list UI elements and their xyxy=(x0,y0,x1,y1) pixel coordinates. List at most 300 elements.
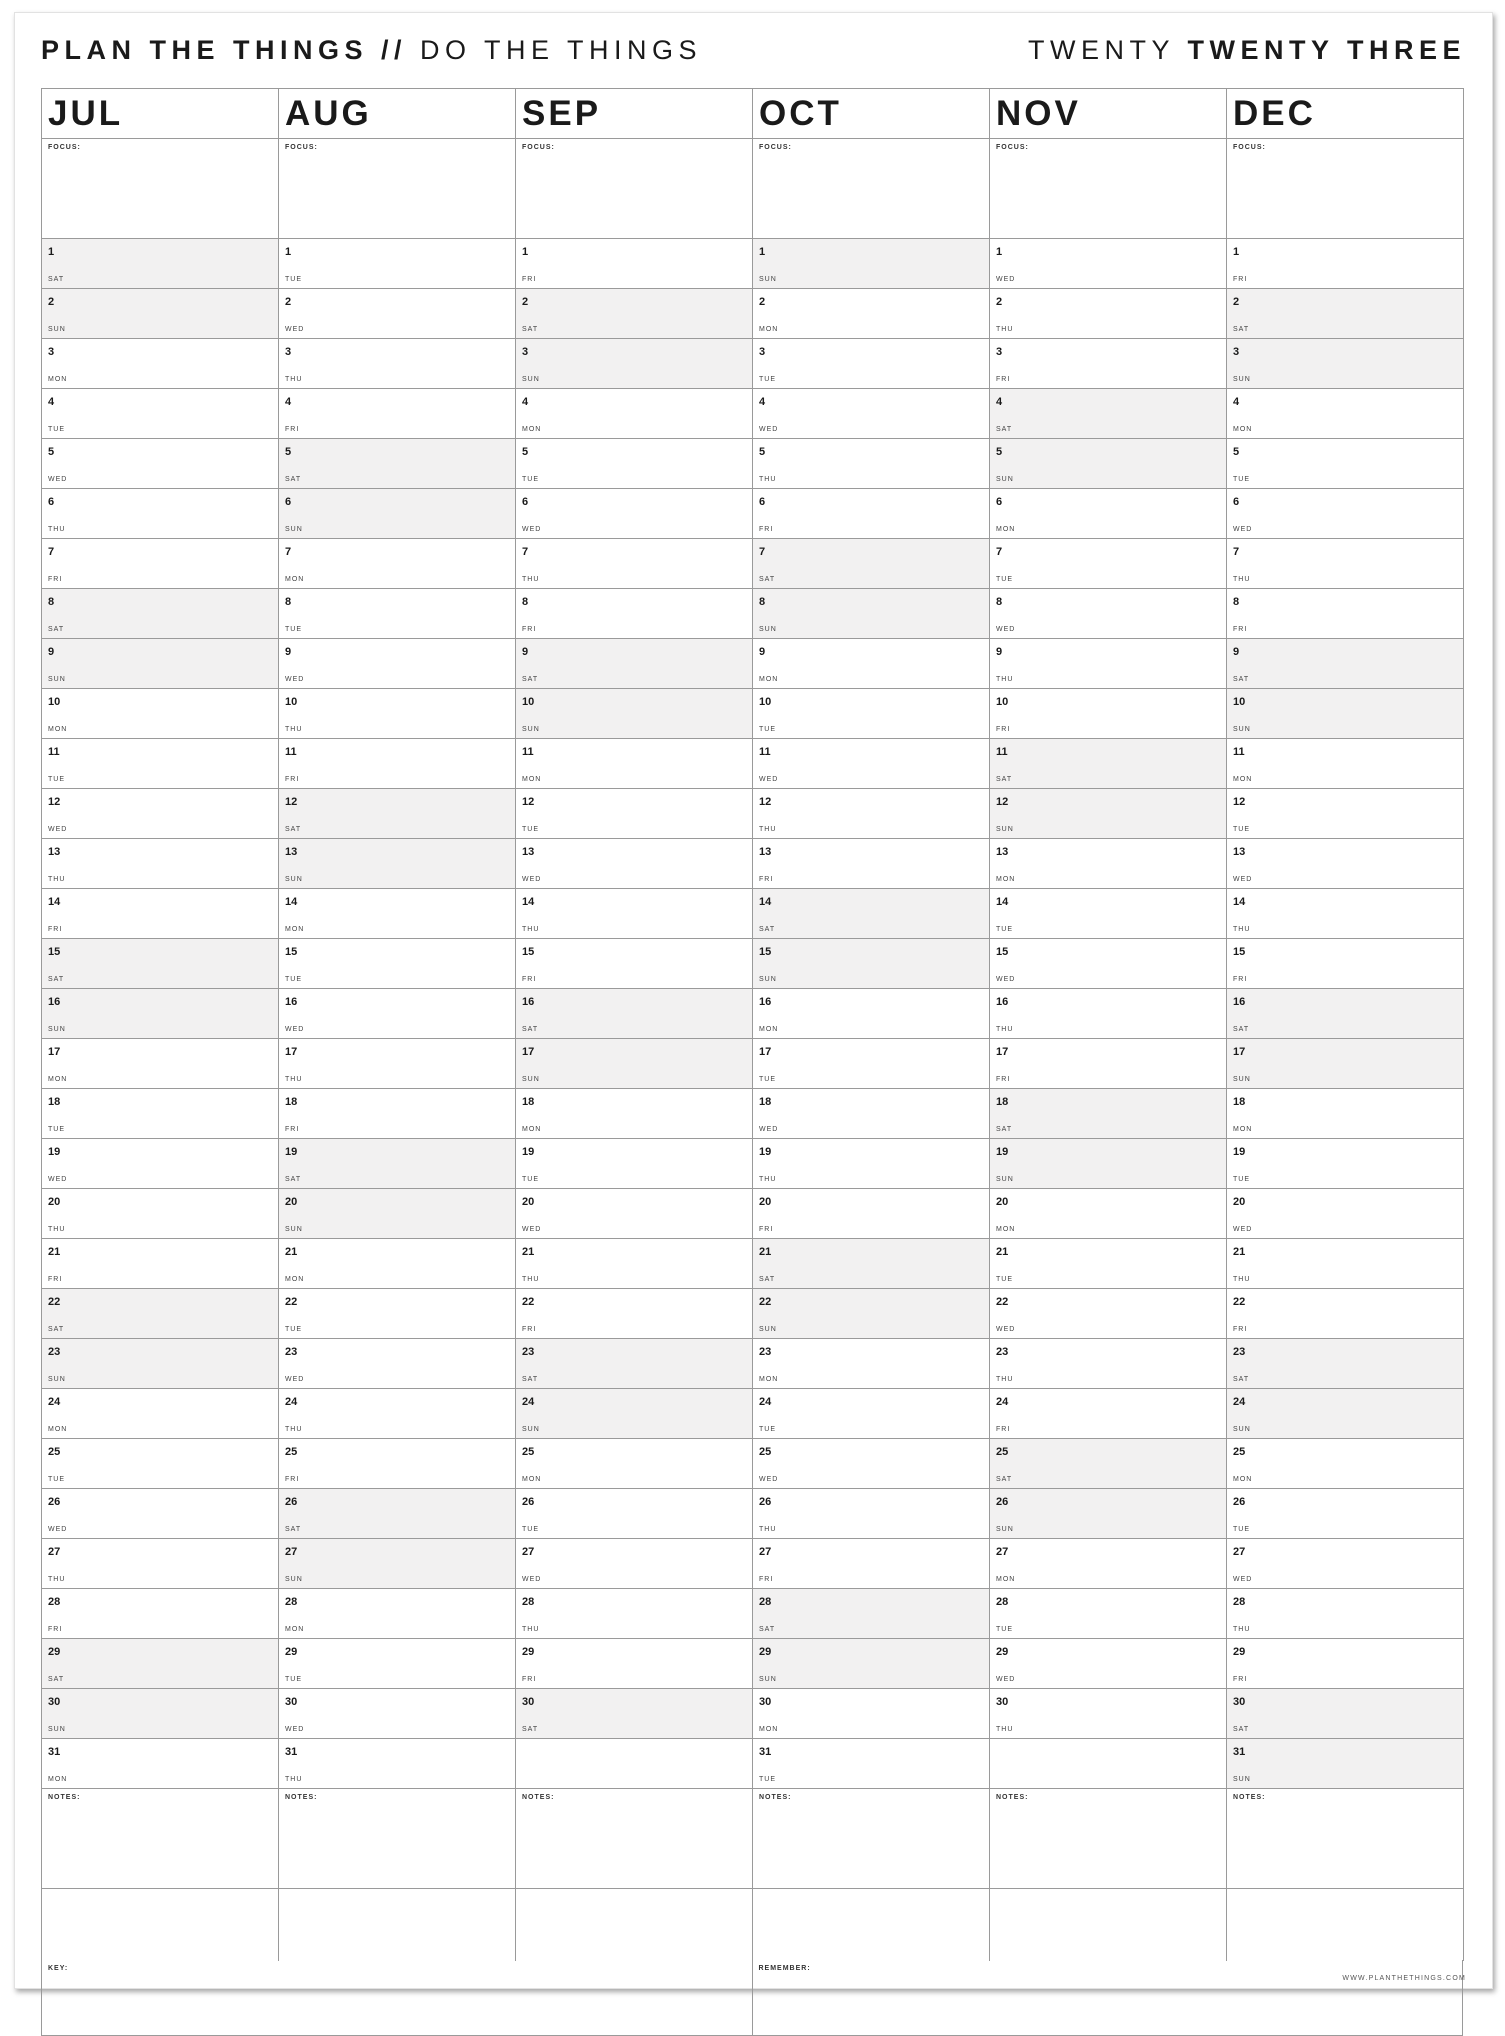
day-number: 5 xyxy=(285,446,292,458)
day-of-week: SAT xyxy=(1233,1726,1250,1733)
day-cell[interactable] xyxy=(516,1189,752,1239)
day-number: 21 xyxy=(996,1246,1009,1258)
day-cell[interactable] xyxy=(516,1089,752,1139)
day-cell[interactable] xyxy=(753,1039,989,1089)
day-cell[interactable] xyxy=(42,1389,278,1439)
day-cell[interactable] xyxy=(279,1339,515,1389)
day-cell[interactable] xyxy=(516,1339,752,1389)
day-of-week: TUE xyxy=(759,1076,776,1083)
day-number: 12 xyxy=(996,796,1009,808)
day-cell[interactable] xyxy=(990,1439,1226,1489)
day-cell[interactable] xyxy=(753,1139,989,1189)
day-cell[interactable] xyxy=(516,1639,752,1689)
day-cell[interactable] xyxy=(1227,1289,1463,1339)
day-number: 18 xyxy=(522,1096,535,1108)
day-cell[interactable] xyxy=(279,1639,515,1689)
day-number: 30 xyxy=(522,1696,535,1708)
notes-box[interactable] xyxy=(516,1789,752,1889)
day-cell[interactable] xyxy=(1227,1089,1463,1139)
day-cell[interactable] xyxy=(42,689,278,739)
month-column-sep xyxy=(516,89,753,1961)
focus-box[interactable] xyxy=(516,139,752,239)
day-number: 14 xyxy=(759,896,772,908)
day-cell[interactable] xyxy=(753,389,989,439)
day-cell[interactable] xyxy=(42,1539,278,1589)
day-cell[interactable] xyxy=(753,1689,989,1739)
day-cell[interactable] xyxy=(42,1489,278,1539)
day-number: 23 xyxy=(285,1346,298,1358)
day-cell[interactable] xyxy=(990,1289,1226,1339)
day-number: 28 xyxy=(522,1596,535,1608)
day-cell[interactable] xyxy=(753,1239,989,1289)
day-number: 20 xyxy=(285,1196,298,1208)
day-of-week: WED xyxy=(522,1576,542,1583)
day-cell[interactable] xyxy=(516,389,752,439)
day-number: 13 xyxy=(996,846,1009,858)
day-cell[interactable] xyxy=(516,339,752,389)
day-cell[interactable] xyxy=(990,1139,1226,1189)
day-number: 15 xyxy=(522,946,535,958)
day-cell[interactable] xyxy=(753,639,989,689)
day-of-week: SAT xyxy=(48,1326,65,1333)
day-cell[interactable] xyxy=(753,1739,989,1789)
day-of-week: SUN xyxy=(1233,726,1251,733)
day-cell[interactable] xyxy=(990,639,1226,689)
day-cell[interactable] xyxy=(42,1439,278,1489)
day-of-week: SAT xyxy=(48,1676,65,1683)
day-cell[interactable] xyxy=(279,1239,515,1289)
day-cell[interactable] xyxy=(990,1639,1226,1689)
notes-box[interactable] xyxy=(990,1789,1226,1889)
day-of-week: WED xyxy=(285,1376,305,1383)
day-cell[interactable] xyxy=(990,1039,1226,1089)
focus-box[interactable] xyxy=(753,139,989,239)
day-number: 5 xyxy=(1233,446,1240,458)
day-cell[interactable] xyxy=(516,539,752,589)
day-cell[interactable] xyxy=(990,739,1226,789)
day-cell[interactable] xyxy=(42,589,278,639)
day-cell[interactable] xyxy=(1227,1039,1463,1089)
day-cell[interactable] xyxy=(279,539,515,589)
day-cell[interactable] xyxy=(42,1339,278,1389)
day-number: 9 xyxy=(1233,646,1240,658)
day-of-week: WED xyxy=(285,676,305,683)
day-number: 2 xyxy=(285,296,292,308)
day-cell[interactable] xyxy=(279,989,515,1039)
day-cell[interactable] xyxy=(753,539,989,589)
day-cell[interactable] xyxy=(516,589,752,639)
day-of-week: FRI xyxy=(759,1226,774,1233)
day-of-week: WED xyxy=(48,1526,68,1533)
focus-box[interactable] xyxy=(279,139,515,239)
day-number: 25 xyxy=(1233,1446,1246,1458)
day-number: 27 xyxy=(48,1546,61,1558)
day-number: 5 xyxy=(522,446,529,458)
day-cell[interactable] xyxy=(42,789,278,839)
day-cell[interactable] xyxy=(990,1239,1226,1289)
notes-box[interactable] xyxy=(42,1789,278,1889)
day-cell[interactable] xyxy=(42,1089,278,1139)
day-of-week: THU xyxy=(996,1726,1014,1733)
notes-box[interactable] xyxy=(1227,1789,1463,1889)
day-cell[interactable] xyxy=(753,1439,989,1489)
day-cell[interactable] xyxy=(1227,289,1463,339)
day-number: 18 xyxy=(48,1096,61,1108)
day-cell[interactable] xyxy=(42,1689,278,1739)
day-cell[interactable] xyxy=(42,989,278,1039)
day-cell[interactable] xyxy=(1227,1439,1463,1489)
day-cell[interactable] xyxy=(990,339,1226,389)
day-cell[interactable] xyxy=(1227,789,1463,839)
day-cell[interactable] xyxy=(753,489,989,539)
day-cell[interactable] xyxy=(1227,1539,1463,1589)
day-cell[interactable] xyxy=(753,689,989,739)
day-cell[interactable] xyxy=(279,1739,515,1789)
day-of-week: WED xyxy=(285,1726,305,1733)
day-cell[interactable] xyxy=(516,1439,752,1489)
day-number: 11 xyxy=(522,746,534,758)
day-cell[interactable] xyxy=(990,1189,1226,1239)
day-of-week: FRI xyxy=(1233,976,1248,983)
day-cell[interactable] xyxy=(279,1439,515,1489)
day-cell[interactable] xyxy=(990,589,1226,639)
day-cell[interactable] xyxy=(990,1689,1226,1739)
day-cell[interactable] xyxy=(1227,939,1463,989)
day-number: 7 xyxy=(48,546,55,558)
day-cell[interactable] xyxy=(516,489,752,539)
day-cell[interactable] xyxy=(279,1539,515,1589)
day-cell[interactable] xyxy=(753,1089,989,1139)
day-cell[interactable] xyxy=(42,239,278,289)
day-cell[interactable] xyxy=(516,739,752,789)
day-cell[interactable] xyxy=(42,489,278,539)
day-cell[interactable] xyxy=(516,1539,752,1589)
day-cell[interactable] xyxy=(1227,839,1463,889)
day-of-week: FRI xyxy=(285,1476,300,1483)
day-cell[interactable] xyxy=(753,1489,989,1539)
day-cell[interactable] xyxy=(516,1039,752,1089)
day-cell[interactable] xyxy=(753,239,989,289)
day-number: 6 xyxy=(522,496,529,508)
focus-box[interactable] xyxy=(1227,139,1463,239)
day-cell[interactable] xyxy=(753,1189,989,1239)
day-number: 13 xyxy=(1233,846,1246,858)
day-of-week: WED xyxy=(1233,526,1253,533)
day-cell[interactable] xyxy=(279,1089,515,1139)
day-cell[interactable] xyxy=(516,1589,752,1639)
day-cell[interactable] xyxy=(279,739,515,789)
day-of-week: TUE xyxy=(285,626,302,633)
day-cell[interactable] xyxy=(1227,1339,1463,1389)
day-cell[interactable] xyxy=(516,1139,752,1189)
day-of-week: TUE xyxy=(48,426,65,433)
day-cell[interactable] xyxy=(279,639,515,689)
day-cell[interactable] xyxy=(990,889,1226,939)
empty-day-cell xyxy=(516,1739,752,1789)
day-cell[interactable] xyxy=(990,1089,1226,1139)
day-number: 7 xyxy=(996,546,1003,558)
day-cell[interactable] xyxy=(753,289,989,339)
day-cell[interactable] xyxy=(42,1289,278,1339)
day-cell[interactable] xyxy=(1227,1689,1463,1739)
day-number: 24 xyxy=(285,1396,298,1408)
day-cell[interactable] xyxy=(753,439,989,489)
day-cell[interactable] xyxy=(42,439,278,489)
day-of-week: TUE xyxy=(522,476,539,483)
day-cell[interactable] xyxy=(516,839,752,889)
day-of-week: SUN xyxy=(1233,1776,1251,1783)
day-number: 25 xyxy=(522,1446,535,1458)
day-of-week: THU xyxy=(48,1576,66,1583)
day-cell[interactable] xyxy=(42,539,278,589)
day-number: 9 xyxy=(285,646,292,658)
day-cell[interactable] xyxy=(1227,689,1463,739)
day-cell[interactable] xyxy=(753,889,989,939)
day-cell[interactable] xyxy=(42,289,278,339)
day-cell[interactable] xyxy=(279,1189,515,1239)
day-cell[interactable] xyxy=(42,1589,278,1639)
day-cell[interactable] xyxy=(279,489,515,539)
day-cell[interactable] xyxy=(42,739,278,789)
day-cell[interactable] xyxy=(990,489,1226,539)
day-cell[interactable] xyxy=(1227,1639,1463,1689)
day-number: 10 xyxy=(285,696,298,708)
day-cell[interactable] xyxy=(1227,539,1463,589)
day-cell[interactable] xyxy=(42,1189,278,1239)
day-cell[interactable] xyxy=(1227,1489,1463,1539)
day-of-week: TUE xyxy=(996,1626,1013,1633)
day-cell[interactable] xyxy=(42,889,278,939)
day-number: 30 xyxy=(48,1696,61,1708)
focus-box[interactable] xyxy=(990,139,1226,239)
day-of-week: SAT xyxy=(48,976,65,983)
day-cell[interactable] xyxy=(753,589,989,639)
day-of-week: SUN xyxy=(1233,1076,1251,1083)
day-cell[interactable] xyxy=(753,989,989,1039)
day-cell[interactable] xyxy=(753,839,989,889)
tagline-light: DO THE THINGS xyxy=(420,35,703,65)
day-cell[interactable] xyxy=(516,1289,752,1339)
day-cell[interactable] xyxy=(753,1339,989,1389)
day-of-week: SAT xyxy=(522,1026,539,1033)
day-of-week: THU xyxy=(759,826,777,833)
day-number: 6 xyxy=(996,496,1003,508)
day-cell[interactable] xyxy=(42,1239,278,1289)
day-cell[interactable] xyxy=(753,739,989,789)
day-cell[interactable] xyxy=(279,789,515,839)
day-of-week: SAT xyxy=(522,1376,539,1383)
day-number: 21 xyxy=(1233,1246,1246,1258)
day-cell[interactable] xyxy=(516,439,752,489)
day-cell[interactable] xyxy=(279,1289,515,1339)
day-cell[interactable] xyxy=(1227,1189,1463,1239)
day-cell[interactable] xyxy=(516,639,752,689)
day-number: 9 xyxy=(48,646,55,658)
day-cell[interactable] xyxy=(279,939,515,989)
day-cell[interactable] xyxy=(279,289,515,339)
day-cell[interactable] xyxy=(42,1139,278,1189)
day-of-week: SAT xyxy=(1233,676,1250,683)
day-cell[interactable] xyxy=(42,939,278,989)
day-cell[interactable] xyxy=(516,289,752,339)
day-number: 26 xyxy=(1233,1496,1246,1508)
day-number: 17 xyxy=(996,1046,1009,1058)
day-cell[interactable] xyxy=(279,1039,515,1089)
day-of-week: TUE xyxy=(48,776,65,783)
key-box[interactable] xyxy=(42,1960,753,2035)
day-cell[interactable] xyxy=(279,889,515,939)
day-of-week: FRI xyxy=(996,376,1011,383)
day-cell[interactable] xyxy=(990,689,1226,739)
day-cell[interactable] xyxy=(279,1489,515,1539)
day-cell[interactable] xyxy=(1227,239,1463,289)
day-cell[interactable] xyxy=(516,239,752,289)
day-cell[interactable] xyxy=(42,1739,278,1789)
day-cell[interactable] xyxy=(279,239,515,289)
day-cell[interactable] xyxy=(516,1389,752,1439)
day-cell[interactable] xyxy=(1227,1139,1463,1189)
day-of-week: MON xyxy=(48,376,68,383)
day-cell[interactable] xyxy=(990,389,1226,439)
day-cell[interactable] xyxy=(1227,589,1463,639)
day-cell[interactable] xyxy=(279,339,515,389)
day-cell[interactable] xyxy=(516,889,752,939)
day-cell[interactable] xyxy=(1227,1389,1463,1439)
notes-box[interactable] xyxy=(753,1789,989,1889)
day-cell[interactable] xyxy=(42,639,278,689)
day-number: 4 xyxy=(1233,396,1240,408)
day-cell[interactable] xyxy=(990,1389,1226,1439)
day-cell[interactable] xyxy=(1227,389,1463,439)
day-of-week: SUN xyxy=(285,876,303,883)
day-cell[interactable] xyxy=(42,1039,278,1089)
day-cell[interactable] xyxy=(516,789,752,839)
day-cell[interactable] xyxy=(753,1639,989,1689)
day-cell[interactable] xyxy=(279,1689,515,1739)
day-cell[interactable] xyxy=(516,1239,752,1289)
day-cell[interactable] xyxy=(42,389,278,439)
day-cell[interactable] xyxy=(990,539,1226,589)
day-number: 2 xyxy=(1233,296,1240,308)
month-column-dec xyxy=(1227,89,1464,1961)
day-number: 20 xyxy=(996,1196,1009,1208)
day-cell[interactable] xyxy=(1227,889,1463,939)
day-of-week: SUN xyxy=(759,1676,777,1683)
day-number: 19 xyxy=(522,1146,535,1158)
day-cell[interactable] xyxy=(990,1339,1226,1389)
day-cell[interactable] xyxy=(279,1389,515,1439)
day-cell[interactable] xyxy=(990,239,1226,289)
day-of-week: SUN xyxy=(759,276,777,283)
day-of-week: MON xyxy=(759,676,779,683)
day-of-week: THU xyxy=(285,1076,303,1083)
day-cell[interactable] xyxy=(516,689,752,739)
day-cell[interactable] xyxy=(990,439,1226,489)
day-cell[interactable] xyxy=(990,1489,1226,1539)
day-of-week: SUN xyxy=(522,1076,540,1083)
day-cell[interactable] xyxy=(1227,739,1463,789)
day-of-week: TUE xyxy=(522,1176,539,1183)
day-number: 17 xyxy=(522,1046,535,1058)
day-cell[interactable] xyxy=(1227,439,1463,489)
day-cell[interactable] xyxy=(753,1289,989,1339)
month-name: AUG xyxy=(279,89,515,139)
day-cell[interactable] xyxy=(1227,1739,1463,1789)
day-cell[interactable] xyxy=(279,689,515,739)
day-cell[interactable] xyxy=(1227,489,1463,539)
day-cell[interactable] xyxy=(990,1589,1226,1639)
notes-box[interactable] xyxy=(279,1789,515,1889)
month-grid xyxy=(41,88,1464,1961)
day-cell[interactable] xyxy=(279,589,515,639)
day-number: 20 xyxy=(522,1196,535,1208)
day-cell[interactable] xyxy=(1227,1589,1463,1639)
day-of-week: SUN xyxy=(285,526,303,533)
day-of-week: FRI xyxy=(1233,1326,1248,1333)
day-cell[interactable] xyxy=(990,789,1226,839)
day-number: 11 xyxy=(759,746,771,758)
day-cell[interactable] xyxy=(753,789,989,839)
day-of-week: SUN xyxy=(759,626,777,633)
day-cell[interactable] xyxy=(516,1489,752,1539)
month-name: OCT xyxy=(753,89,989,139)
day-number: 17 xyxy=(285,1046,298,1058)
day-of-week: FRI xyxy=(522,276,537,283)
day-of-week: WED xyxy=(285,326,305,333)
day-cell[interactable] xyxy=(42,839,278,889)
day-cell[interactable] xyxy=(990,289,1226,339)
day-cell[interactable] xyxy=(279,839,515,889)
day-cell[interactable] xyxy=(279,1139,515,1189)
day-number: 7 xyxy=(1233,546,1240,558)
day-cell[interactable] xyxy=(279,389,515,439)
day-cell[interactable] xyxy=(753,1589,989,1639)
day-number: 23 xyxy=(48,1346,61,1358)
day-cell[interactable] xyxy=(990,939,1226,989)
day-cell[interactable] xyxy=(1227,989,1463,1039)
day-cell[interactable] xyxy=(516,939,752,989)
day-of-week: SAT xyxy=(1233,1376,1250,1383)
day-cell[interactable] xyxy=(753,1389,989,1439)
day-cell[interactable] xyxy=(990,989,1226,1039)
day-cell[interactable] xyxy=(42,1639,278,1689)
day-number: 6 xyxy=(285,496,292,508)
focus-box[interactable] xyxy=(42,139,278,239)
day-cell[interactable] xyxy=(990,1539,1226,1589)
day-number: 1 xyxy=(285,246,292,258)
day-cell[interactable] xyxy=(42,339,278,389)
remember-box[interactable] xyxy=(753,1960,1463,2035)
day-cell[interactable] xyxy=(279,1589,515,1639)
day-cell[interactable] xyxy=(753,939,989,989)
day-cell[interactable] xyxy=(1227,1239,1463,1289)
day-cell[interactable] xyxy=(1227,639,1463,689)
day-cell[interactable] xyxy=(753,339,989,389)
day-cell[interactable] xyxy=(753,1539,989,1589)
day-of-week: FRI xyxy=(48,926,63,933)
day-number: 21 xyxy=(285,1246,298,1258)
day-cell[interactable] xyxy=(990,839,1226,889)
day-of-week: THU xyxy=(996,326,1014,333)
day-of-week: WED xyxy=(48,476,68,483)
day-cell[interactable] xyxy=(516,1689,752,1739)
day-cell[interactable] xyxy=(1227,339,1463,389)
day-of-week: FRI xyxy=(48,576,63,583)
day-cell[interactable] xyxy=(279,439,515,489)
day-number: 21 xyxy=(759,1246,772,1258)
day-of-week: THU xyxy=(522,1276,540,1283)
day-cell[interactable] xyxy=(516,989,752,1039)
